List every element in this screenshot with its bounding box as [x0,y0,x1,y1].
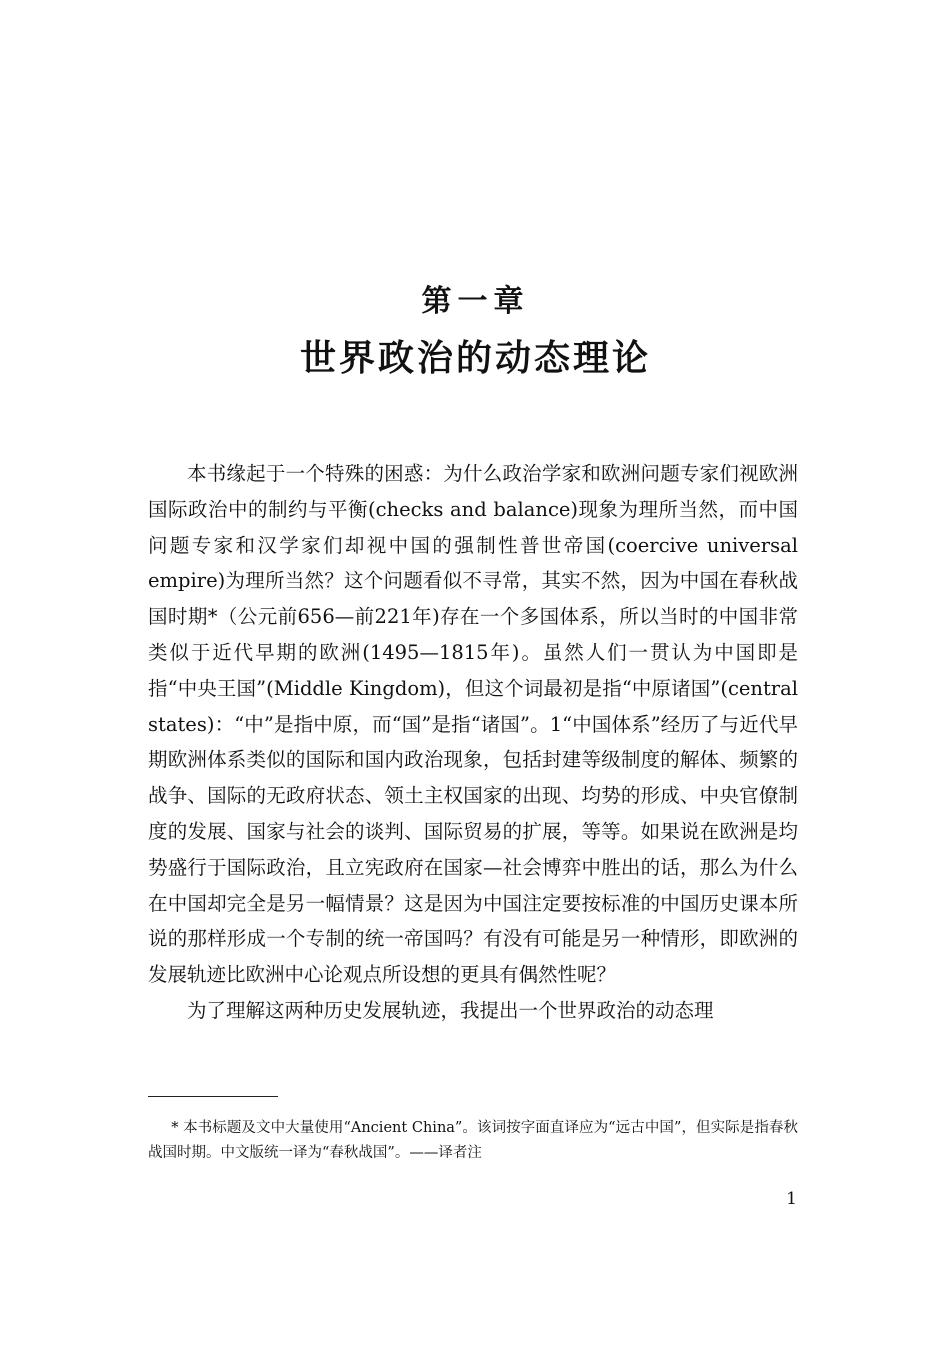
chapter-label: 第一章 [421,284,530,319]
footnote: * 本书标题及文中大量使用“Ancient China”。该词按字面直译应为“远古中国”，但实际是指春秋战国时期。中文版统一译为“春秋战国”。——译者注 [148,1120,798,1161]
paragraph-2: 为了理解这两种历史发展轨迹，我提出一个世界政治的动态理 [187,998,714,1022]
body-text [148,456,798,1029]
chapter-title: 世界政治的动态理论 [299,337,651,379]
footnote-divider [148,1096,278,1097]
page-number: 1 [786,1189,797,1209]
paragraph-1: 本书缘起于一个特殊的困惑：为什么政治学家和欧洲问题专家们视欧洲国际政治中的制约与平衡(checks and balance)现象为理所当然，而中国问题专家和汉学家们却视中国的强制性普世帝国(coercive universal empire)为理所当然？这个问题看似不寻常，其实不然，因为中国在春秋战国时期*（公元前656—前221年)存在一个多国体系，所以当时的中国非常类似于近代早期的欧洲(1495—1815年)。虽然人们一贯认为中国即是指“中央王国”(Middle Kingdom)，但这个词最初是指“中原诸国”(central states)：“中”是指中原，而“国”是指“诸国”。1“中国体系”经历了与近代早期欧洲体系类似的国际和国内政治现象，包括封建等级制度的解体、频繁的战争、国际的无政府状态、领土主权国家的出现、均势的形成、中央官僚制度的发展、国家与社会的谈判、国际贸易的扩展，等等。如果说在欧洲是均势盛行于国际政治，且立宪政府在国家—社会博弈中胜出的话，那么为什么在中国却完全是另一幅情景？这是因为中国注定要按标准的中国历史课本所说的那样形成一个专制的统一帝国吗？有没有可能是另一种情形，即欧洲的发展轨迹比欧洲中心论观点所设想的更具有偶然性呢？ [148,462,798,987]
